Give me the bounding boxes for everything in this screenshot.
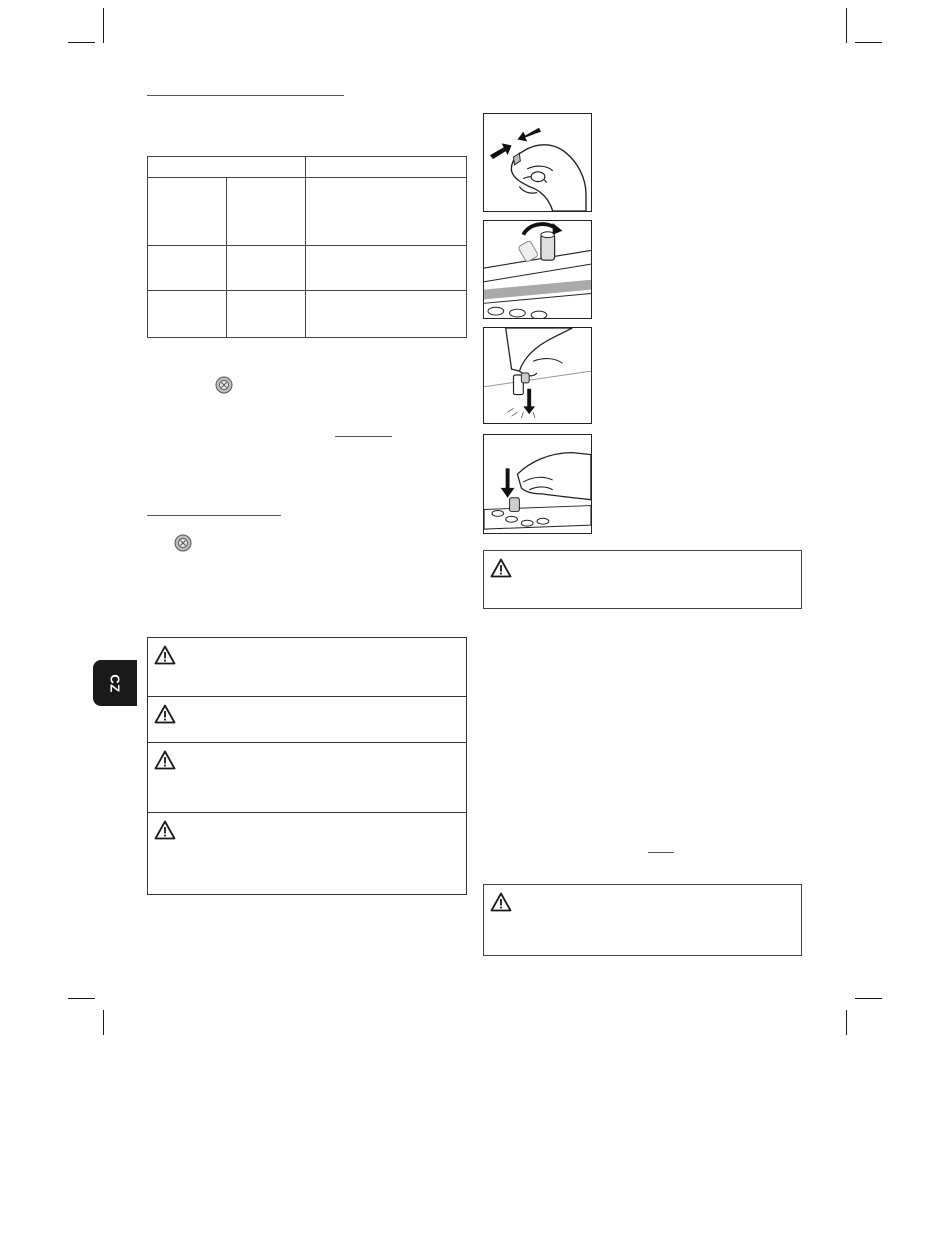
- warning-box: [483, 550, 802, 609]
- figure-twist-cap: [483, 220, 592, 319]
- warning-triangle-icon: [154, 750, 176, 770]
- program-button-icon: [215, 376, 233, 394]
- settings-table: [147, 156, 467, 338]
- subheading-rule: [147, 515, 281, 516]
- table-column-divider-main: [305, 157, 306, 337]
- warning-triangle-icon: [154, 820, 176, 840]
- table-row-divider: [148, 245, 466, 246]
- warning-section: [148, 696, 466, 742]
- warning-stack: [147, 637, 467, 895]
- figure-insert-capsule: [483, 434, 592, 534]
- warning-triangle-icon: [490, 558, 512, 578]
- table-column-divider-sub: [226, 177, 227, 337]
- language-code: CZ: [107, 673, 123, 693]
- language-tab: [93, 660, 137, 706]
- table-header-divider: [148, 177, 466, 178]
- program-button-icon: [174, 534, 192, 552]
- crop-mark-top-left-v: [103, 8, 104, 43]
- figure-squeeze-capsule: [483, 113, 592, 212]
- crop-mark-bottom-left-v: [103, 1010, 104, 1035]
- warning-section: [148, 812, 466, 894]
- crop-mark-top-left-h: [68, 42, 95, 43]
- warning-section: [148, 742, 466, 812]
- crop-mark-bottom-left-h: [68, 998, 95, 999]
- crop-mark-bottom-right-v: [846, 1010, 847, 1035]
- crop-mark-top-right-h: [855, 42, 882, 43]
- inline-underline: [335, 436, 392, 437]
- warning-triangle-icon: [154, 645, 176, 665]
- warning-triangle-icon: [490, 892, 512, 912]
- warning-box: [483, 884, 802, 956]
- warning-triangle-icon: [154, 704, 176, 724]
- section-heading-rule: [147, 95, 344, 96]
- table-row-divider: [148, 290, 466, 291]
- crop-mark-bottom-right-h: [855, 998, 882, 999]
- inline-underline: [648, 852, 674, 853]
- warning-section: [148, 638, 466, 696]
- crop-mark-top-right-v: [846, 8, 847, 43]
- figure-press-capsule: [483, 327, 592, 424]
